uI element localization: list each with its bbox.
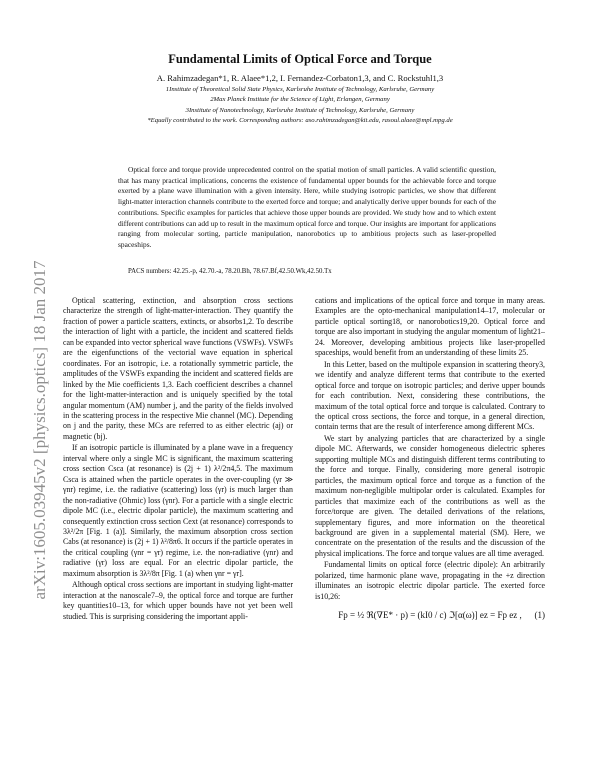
equation-number: (1)	[534, 610, 545, 621]
arxiv-stamp	[30, 260, 50, 600]
paragraph: We start by analyzing particles that are characterized by a single dipole MC. Afterwards, we consider homogeneous dielectric spheres supporting multiple MCs and distinguish different terms contributing to the force and torque. Finally, considering more general isotropic particles, the maximum optical force and torque as a function of the maximum non-negligible multipolar order is calculated. Examples for particles that maximize each of the contributions as well as the force/torque are given. The detailed derivations of the relations, supplementary figures, and more information on the theoretical background are given in a supplemental material (SM). Here, we concentrate on the presentation of the results and the discussion of the physical implications. The force and torque values are all time averaged.	[315, 433, 545, 558]
affiliation-3: 3Institute of Nanotechnology, Karlsruhe Institute of Technology, Karlsruhe, Germany	[185, 106, 415, 114]
affiliations	[0, 85, 600, 127]
left-column	[63, 296, 293, 623]
abstract: Optical force and torque provide unprecedented control on the spatial motion of small particles. A valid scientific question, that has many practical implications, concerns the existence of fundamental upper bounds for the achievable force and torque exerted by a plane wave illumination with a given intensity. Here, while studying isotropic particles, we show that different light-matter interaction channels contribute to the exerted force and torque; and analytically derive upper bounds for each of the contributions. Specific examples for particles that achieve those upper bounds are provided. We study how and to which extent different contributions can add up to result in the maximum optical force and torque. Our insights are important for applications ranging from molecular sorting, particle manipulation, nanorobotics up to ambitious projects such as laser-propelled spaceships.	[118, 165, 497, 249]
paragraph: cations and implications of the optical force and torque in many areas. Examples are the opto-mechanical manipulation14–17, molecular or particle optical sorting18, or nanorobotics19,20. Optical force and torque are also important in studying the angular momentum of light21–24. Moreover, developing ambitious projects like laser-propelled spaceships, would benefit from an understanding of these limits 25.	[315, 296, 545, 358]
paragraph: Although optical cross sections are important in studying light-matter interaction at the nanoscale7–9, the optical force and torque are further key quantities10–13, for which upper bounds have not yet been well studied. This is surprising considering the important appli-	[63, 580, 293, 621]
paragraph: If an isotropic particle is illuminated by a plane wave in a frequency interval where only a single MC is significant, the maximum scattering cross section Csca (at resonance) is (2j + 1) λ²/2π4,5. The maximum Csca is attained when the particle operates in the over-coupling (γr ≫ γnr) regime, i.e. the radiative (scattering) loss (γr) is much larger than the non-radiative (Ohmic) loss (γnr). For a particle with a single electric dipole MC (i.e., electric dipolar particle), the maximum scattering and consequently extinction cross section Cext (at resonance) corresponds to 3λ²/2π [Fig. 1 (a)]. Similarly, the maximum absorption cross section Cabs (at resonance) is (2j + 1) λ²/8π6. It occurs if the particle operates in the critical coupling (γnr = γr) regime, i.e. the non-radiative (γnr) and radiative (γr) loss are equal. For an electric dipolar particle, the maximum absorption is 3λ²/8π [Fig. 1 (a) when γnr = γr].	[63, 443, 293, 578]
author-list: A. Rahimzadegan*1, R. Alaee*1,2, I. Fernandez-Corbaton1,3, and C. Rockstuhl1,3	[156, 73, 444, 83]
affiliation-2: 2Max Planck Institute for the Science of Light, Erlangen, Germany	[210, 96, 390, 104]
affiliation-note: *Equally contributed to the work. Corresponding authors: aso.rahimzadegan@kit.edu, rasoul.alaee@mpl.mpg.de	[147, 117, 453, 125]
arxiv-id: arXiv:1605.03945v2 [physics.optics] 18 Jan 2017	[30, 260, 49, 600]
paragraph: Fundamental limits on optical force (electric dipole): An arbitrarily polarized, time harmonic plane wave, propagating in the +z direction illuminates an isotropic electric dipolar particle. The exerted force is10,26:	[315, 560, 545, 601]
paper-title: Fundamental Limits of Optical Force and Torque	[168, 52, 432, 66]
affiliation-1: 1Institute of Theoretical Solid State Physics, Karlsruhe Institute of Technology, Karlsruhe, Germany	[165, 86, 435, 93]
equation-1	[315, 610, 545, 620]
right-column	[315, 296, 545, 627]
paragraph: Optical scattering, extinction, and absorption cross sections characterize the strength of light-matter-interaction. They quantify the fraction of power a particle scatters, extincts, or absorbs1,2. To describe the interaction of light with a particle, the incident and scattered fields can be expanded into vector spherical wave functions (VSWFs). VSWFs are the eigenfunctions of the vectorial wave equation in spherical coordinates. For an isotropic, i.e. a rotationally symmetric particle, the amplitudes of the VSWFs expanding the incident and scattered fields are linked by the Mie coefficients 1,3. Each coefficient describes a channel for the light-matter-interaction and is uniquely specified by the total angular momentum (AM) number j, and the parity of the fields involved in the scattering process in the respective Mie channel (MC). Depending on j and the parity, these MCs are referred to as either electric (aj) or magnetic (bj).	[63, 296, 293, 441]
equation-text: Fp = ½ ℜ(∇E* · p) = (kI0 / c) ℑ[α(ω)] ez = Fp ez ,	[338, 610, 522, 621]
pacs-numbers: PACS numbers: 42.25.-p, 42.70.-a, 78.20.Bh, 78.67.Bf,42.50.Wk,42.50.Tx	[128, 268, 332, 275]
paragraph: In this Letter, based on the multipole expansion in scattering theory3, we identify and analyze different terms that contribute to the exerted optical force and torque on isotropic particles; and derive upper bounds for each contribution. Next, considering these contributions, the maximum of the total optical force and torque is calculated. Contrary to the optical cross sections, the force and torque, in a general direction, contain terms that are the result of interference among different MCs.	[315, 359, 545, 432]
